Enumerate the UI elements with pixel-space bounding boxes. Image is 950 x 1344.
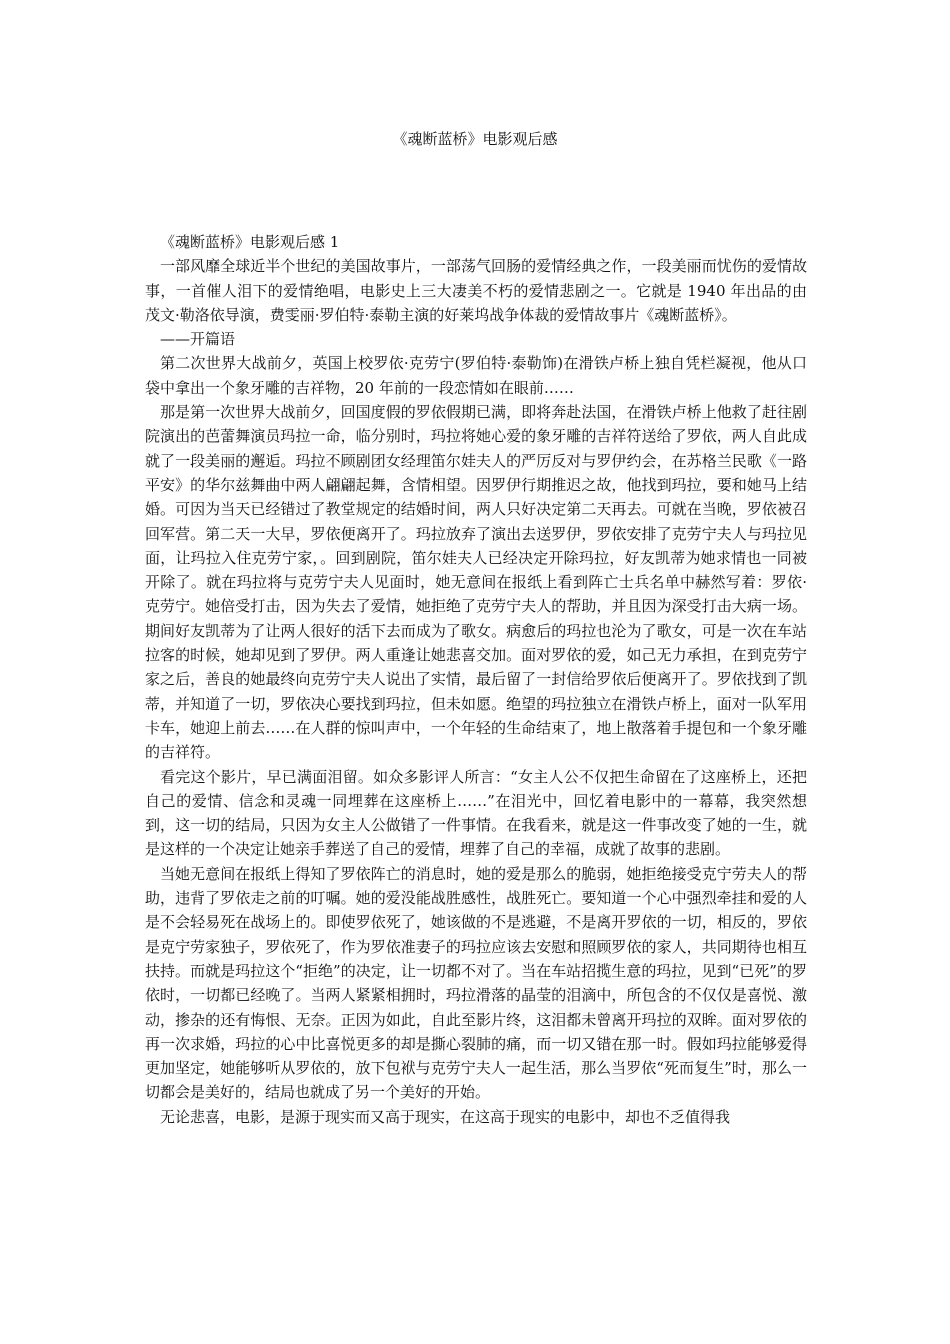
body-paragraph: 当她无意间在报纸上得知了罗依阵亡的消息时，她的爱是那么的脆弱，她拒绝接受克宁劳夫人的帮助，违背了罗依走之前的叮嘱。她的爱没能战胜感性，战胜死亡。要知道一个心中强烈牵挂和爱的人是不会轻易死在战场上的。即使罗依死了，她该做的不是逃避，不是离开罗依的一切，相反的，罗依是克宁劳家独子，罗依死了，作为罗依准妻子的玛拉应该去安慰和照顾罗依的家人，共同期待也相互扶持。而就是玛拉这个“拒绝”的决定，让一切都不对了。当在车站招揽生意的玛拉，见到“已死”的罗依时，一切都已经晚了。当两人紧紧相拥时，玛拉滑落的晶莹的泪滴中，所包含的不仅仅是喜悦、激动，掺杂的还有悔恨、无奈。正因为如此，自此至影片终，这泪都未曾离开玛拉的双眸。面对罗依的再一次求婚，玛拉的心中比喜悦更多的却是撕心裂肺的痛，而一切又错在那一时。假如玛拉能够爱得更加坚定，她能够听从罗依的，放下包袱与克劳宁夫人一起生活，那么当罗依“死而复生”时，那么一切都会是美好的，结局也就成了另一个美好的开始。 xyxy=(145,864,807,1102)
body-paragraph: ——开篇语 xyxy=(160,330,236,349)
page-title: 《魂断蓝桥》电影观后感 xyxy=(392,130,558,148)
body-paragraph: 那是第一次世界大战前夕，回国度假的罗依假期已满，即将奔赴法国，在滑铁卢桥上他救了赶往剧院演出的芭蕾舞演员玛拉一命，临分别时，玛拉将她心爱的象牙雕的吉祥符送给了罗依，两人自此成就了一段美丽的邂逅。玛拉不顾剧团女经理笛尔娃夫人的严厉反对与罗伊约会，在苏格兰民歌《一路平安》的华尔兹舞曲中两人翩翩起舞，含情相望。因罗伊行期推迟之故，他找到玛拉，要和她马上结婚。可因为当天已经错过了教堂规定的结婚时间，两人只好决定第二天再去。可就在当晚，罗依被召回军营。第二天一大早，罗依便离开了。玛拉放弃了演出去送罗伊，罗依安排了克劳宁夫人与玛拉见面，让玛拉入住克劳宁家，。回到剧院，笛尔娃夫人已经决定开除玛拉，好友凯蒂为她求情也一同被开除了。就在玛拉将与克劳宁夫人见面时，她无意间在报纸上看到阵亡士兵名单中赫然写着：罗依·克劳宁。她倍受打击，因为失去了爱情，她拒绝了克劳宁夫人的帮助，并且因为深受打击大病一场。期间好友凯蒂为了让两人很好的活下去而成为了歌女。病愈后的玛拉也沦为了歌女，可是一次在车站拉客的时候，她却见到了罗伊。两人重逢让她悲喜交加。面对罗依的爱，如己无力承担，在到克劳宁家之后，善良的她最终向克劳宁夫人说出了实情，最后留了一封信给罗依后便离开了。罗依找到了凯蒂，并知道了一切，罗依决心要找到玛拉，但未如愿。绝望的玛拉独立在滑铁卢桥上，面对一队军用卡车，她迎上前去……在人群的惊叫声中，一个年轻的生命结束了，地上散落着手提包和一个象牙雕的吉祥符。 xyxy=(145,403,807,762)
body-paragraph: 一部风靡全球近半个世纪的美国故事片，一部荡气回肠的爱情经典之作，一段美丽而忧伤的爱情故事，一首催人泪下的爱情绝唱，电影史上三大凄美不朽的爱情悲剧之一。它就是 1940 年出品的由茂文·勒洛依导演，费雯丽·罗伯特·泰勒主演的好莱坞战争体裁的爱情故事片《魂断蓝桥》。 xyxy=(145,257,807,324)
document-body xyxy=(145,230,807,1129)
body-paragraph: 第二次世界大战前夕，英国上校罗依·克劳宁(罗伯特·泰勒饰)在滑铁卢桥上独自凭栏凝视，他从口袋中拿出一个象牙雕的吉祥物，20 年前的一段恋情如在眼前…… xyxy=(145,354,807,397)
body-paragraph: 无论悲喜，电影，是源于现实而又高于现实，在这高于现实的电影中，却也不乏值得我 xyxy=(160,1107,731,1126)
section-heading: 《魂断蓝桥》电影观后感 1 xyxy=(160,233,340,251)
body-paragraph: 看完这个影片，早已满面泪留。如众多影评人所言：“女主人公不仅把生命留在了这座桥上，还把自己的爱情、信念和灵魂一同埋葬在这座桥上……”在泪光中，回忆着电影中的一幕幕，我突然想到，这一切的结局，只因为女主人公做错了一件事情。在我看来，就是这一件事改变了她的一生，就是这样的一个决定让她亲手葬送了自己的爱情，埋葬了自己的幸福，成就了故事的悲剧。 xyxy=(145,767,807,859)
